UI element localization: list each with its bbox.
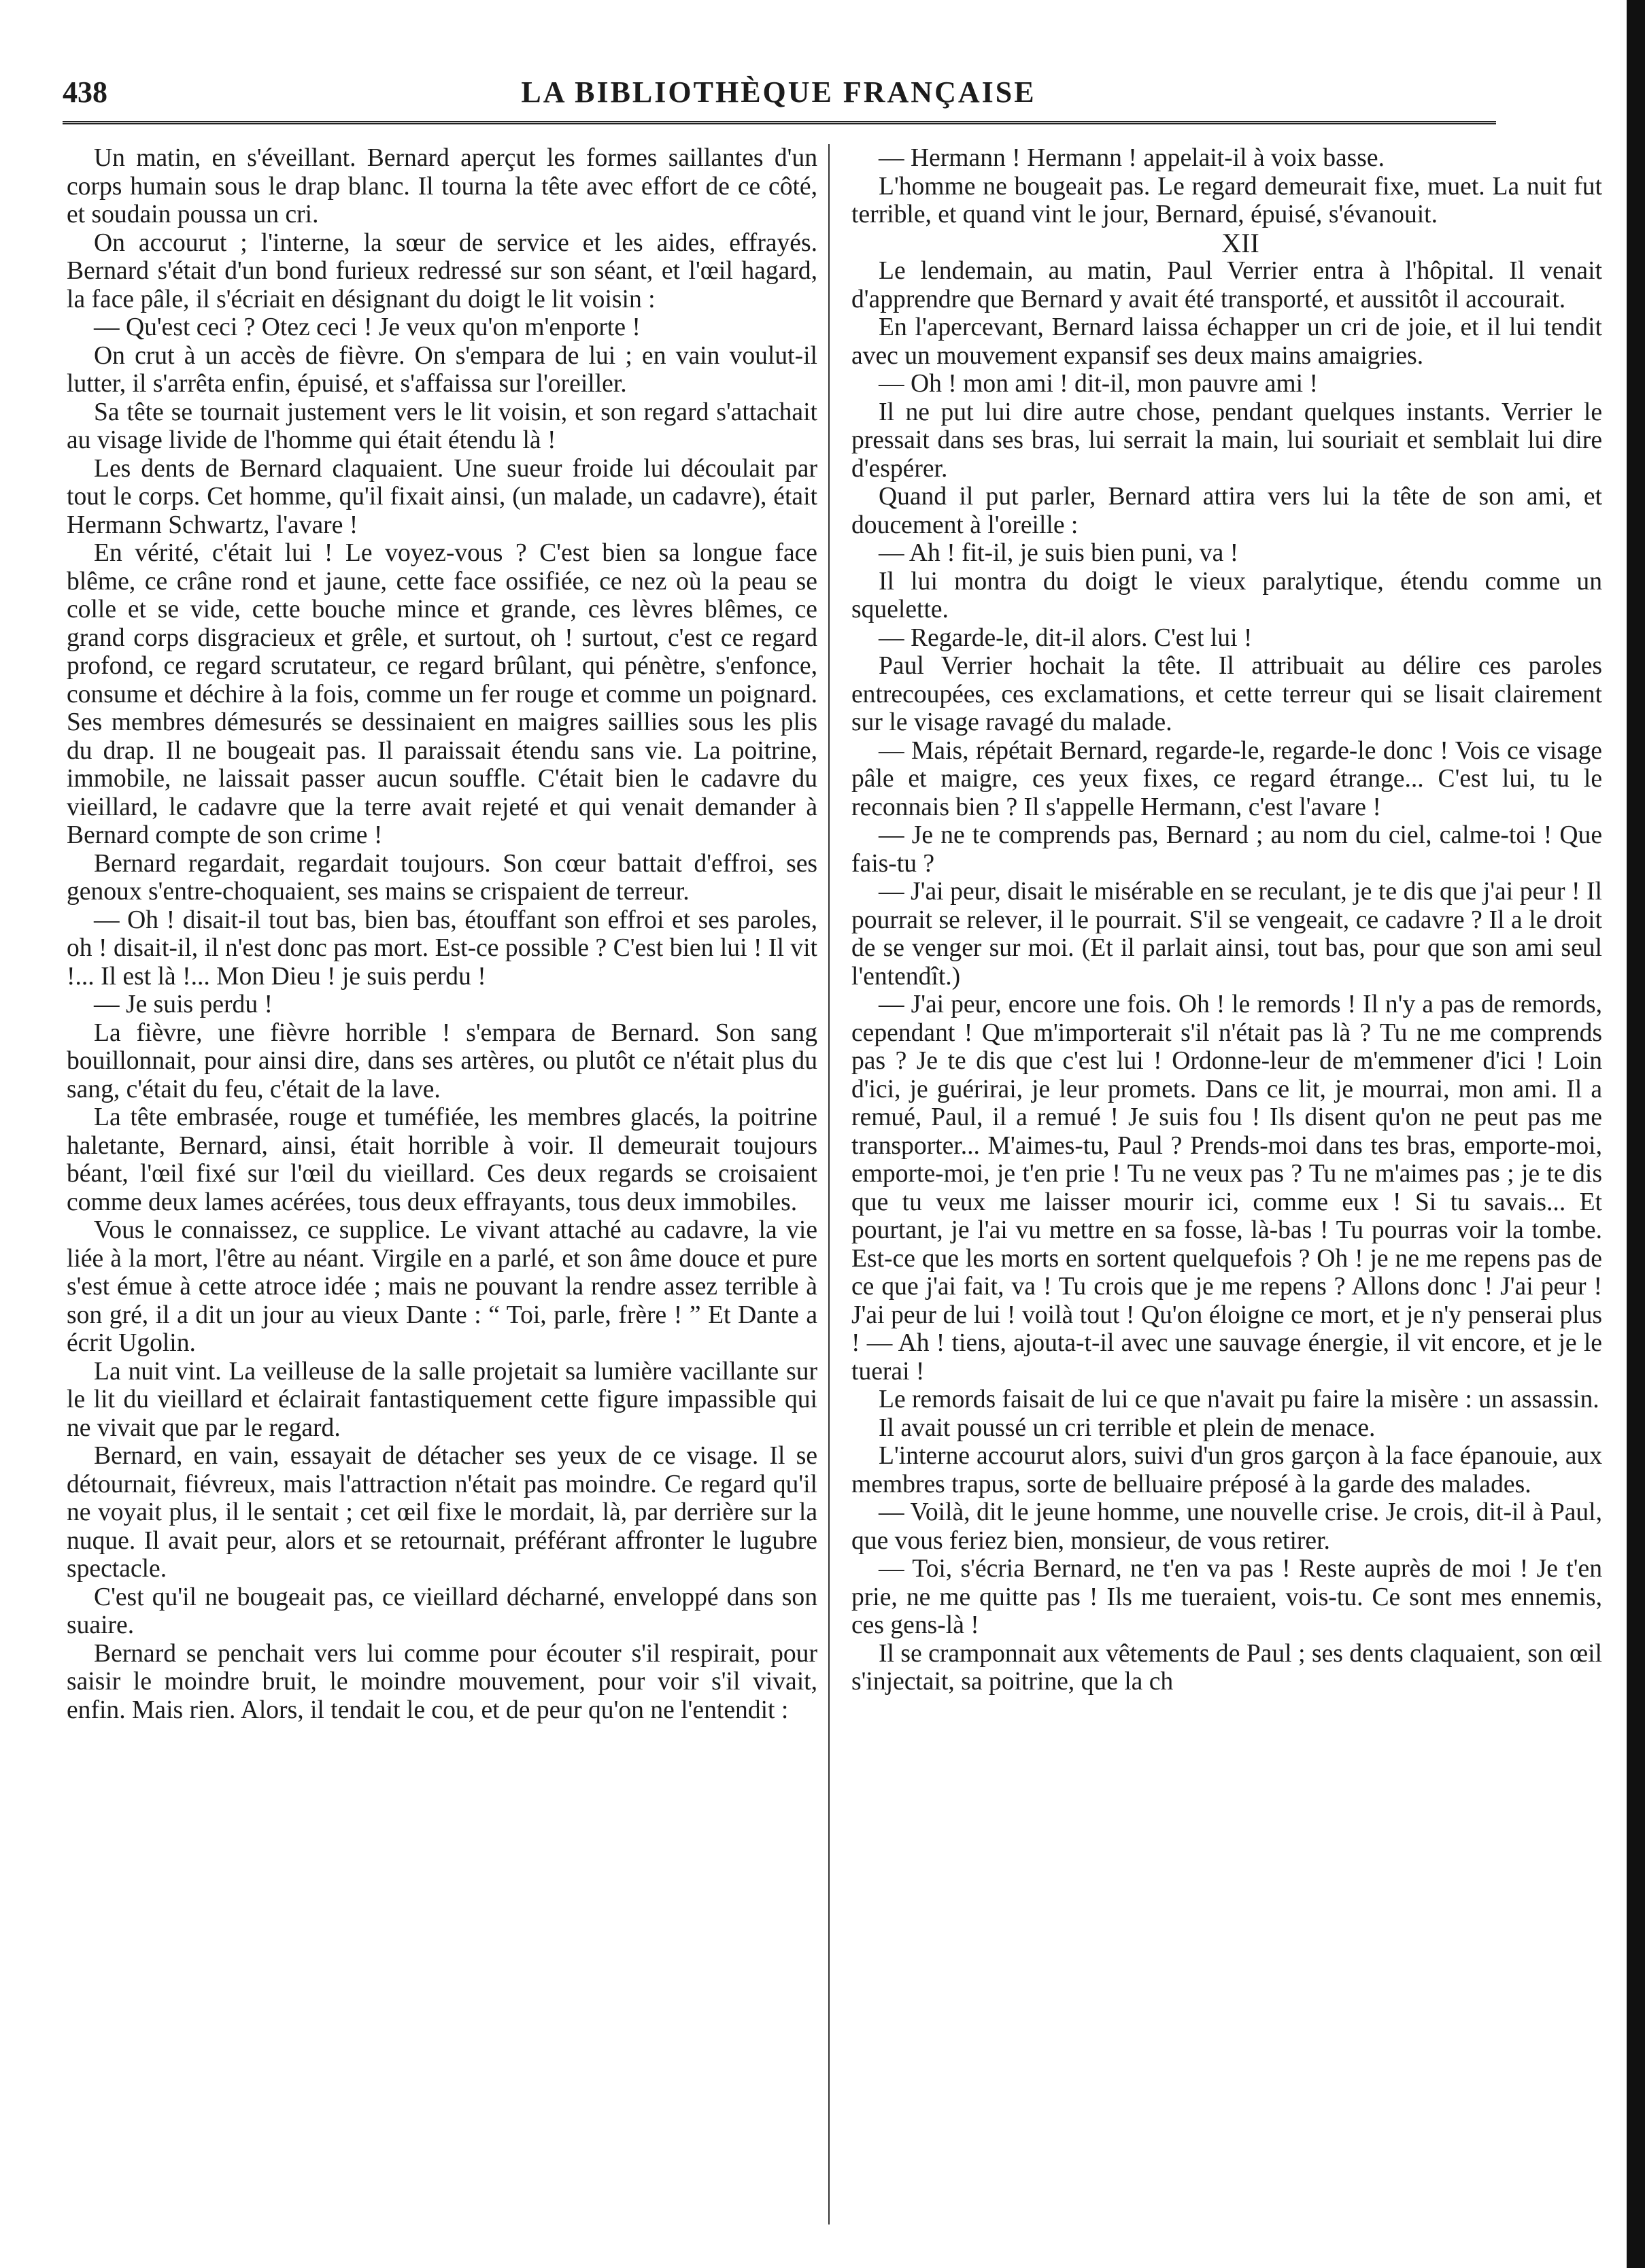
paragraph: Il se cramponnait aux vêtements de Paul ; ses dents claquaient, son œil s'injectait, sa poitrine, que la ch (851, 1639, 1602, 1696)
running-title: LA BIBLIOTHÈQUE FRANÇAISE (521, 75, 1036, 109)
paragraph: — Regarde-le, dit-il alors. C'est lui ! (879, 623, 1253, 652)
paragraph: — Je suis perdu ! (94, 991, 273, 1018)
header-rule (63, 121, 1496, 124)
page-edge (1627, 0, 1645, 2268)
paragraph: — Ah ! fit-il, je suis bien puni, va ! (879, 539, 1239, 567)
paragraph: La nuit vint. La veilleuse de la salle projetait sa lumière vacillante sur le lit du vieillard et éclairait fantastiquement cette figure impassible qui ne vivait que par le regard. (67, 1357, 817, 1442)
paragraph: — Oh ! disait-il tout bas, bien bas, étouffant son effroi et ses paroles, oh ! disait-il, il n'est donc pas mort. Est-ce possible ? C'est bien lui ! Il vit !... Il est là !... Mon Dieu ! je suis perdu ! (67, 906, 817, 991)
paragraph: L'interne accourut alors, suivi d'un gros garçon à la face épanouie, aux membres trapus, sorte de belluaire préposé à la garde des malades. (851, 1442, 1602, 1498)
paragraph: Vous le connaissez, ce supplice. Le vivant attaché au cadavre, la vie liée à la mort, l'être au néant. Virgile en a parlé, et son âme douce et pure s'est émue à cette atroce idée ; mais ne pouvant la rendre assez terrible à son gré, il a dit un jour au vieux Dante : “ Toi, parle, frère ! ” Et Dante a écrit Ugolin. (67, 1216, 817, 1357)
paragraph: — Je ne te comprends pas, Bernard ; au nom du ciel, calme-toi ! Que fais-tu ? (851, 821, 1602, 878)
paragraph: — J'ai peur, encore une fois. Oh ! le remords ! Il n'y a pas de remords, cependant ! Que m'importerait s'il n'était pas là ? Tu ne me comprends pas ? Je te dis que c'est lui ! Ordonne-leur de m'emmener d'ici ! Loin d'ici, je guérirai, je leur promets. Dans ce lit, je mourrai, mon ami. Il a remué, Paul, il a remué ! Je suis fou ! Ils disent qu'on ne peut pas me transporter... M'aimes-tu, Paul ? Prends-moi dans tes bras, emporte-moi, emporte-moi, je t'en prie ! Tu ne veux pas ? Tu ne m'aimes pas ; je te dis que tu veux me laisser mourir ici, comme eux ! Si tu savais... Et pourtant, je l'ai vu mettre en sa fosse, là-bas ! Tu pourras voir la tombe. Est-ce que les morts en sortent quelquefois ? Oh ! je ne me repens pas de ce que j'ai fait, va ! Tu crois que je me repens ? Allons donc ! J'ai peur ! J'ai peur de lui ! voilà tout ! Qu'on éloigne ce mort, et je n'y penserai plus ! — Ah ! tiens, ajouta-t-il avec une sauvage énergie, il vit encore, et je le tuerai ! (851, 991, 1602, 1386)
paragraph: Il ne put lui dire autre chose, pendant quelques instants. Verrier le pressait dans ses bras, lui serrait la main, lui souriait et semblait lui dire d'espérer. (851, 398, 1602, 483)
page-number: 438 (63, 75, 107, 109)
paragraph: — Voilà, dit le jeune homme, une nouvelle crise. Je crois, dit-il à Paul, que vous feriez bien, monsieur, de vous retirer. (851, 1498, 1602, 1555)
paragraph: On crut à un accès de fièvre. On s'empara de lui ; en vain voulut-il lutter, il s'arrêta enfin, épuisé, et s'affaissa sur l'oreiller. (67, 341, 817, 398)
paragraph: Quand il put parler, Bernard attira vers lui la tête de son ami, et doucement à l'oreille : (851, 483, 1602, 539)
paragraph: Il avait poussé un cri terrible et plein de menace. (879, 1413, 1376, 1442)
paragraph: — Toi, s'écria Bernard, ne t'en va pas ! Reste auprès de moi ! Je t'en prie, ne me quitte pas ! Ils me tueraient, vois-tu. Ce sont mes ennemis, ces gens-là ! (851, 1555, 1602, 1639)
paragraph: En l'apercevant, Bernard laissa échapper un cri de joie, et il lui tendit avec un mouvement expansif ses deux mains amaigries. (851, 313, 1602, 370)
paragraph: L'homme ne bougeait pas. Le regard demeurait fixe, muet. La nuit fut terrible, et quand vint le jour, Bernard, épuisé, s'évanouit. (851, 172, 1602, 228)
paragraph: Les dents de Bernard claquaient. Une sueur froide lui découlait par tout le corps. Cet homme, qu'il fixait ainsi, (un malade, un cadavre), était Hermann Schwartz, l'avare ! (67, 454, 817, 539)
left-column (67, 144, 817, 2238)
paragraph: — Hermann ! Hermann ! appelait-il à voix basse. (879, 144, 1385, 172)
paragraph: Paul Verrier hochait la tête. Il attribuait au délire ces paroles entrecoupées, ces exclamations, et cette terreur qui se lisait clairement sur le visage ravagé du malade. (851, 652, 1602, 736)
column-divider (828, 144, 830, 2224)
paragraph: La tête embrasée, rouge et tuméfiée, les membres glacés, la poitrine haletante, Bernard, ainsi, était horrible à voir. Il demeurait toujours béant, l'œil fixé sur l'œil du vieillard. Ces deux regards se croisaient comme deux lames acérées, tous deux effrayants, tous deux immobiles. (67, 1103, 817, 1216)
right-column (851, 144, 1602, 2238)
paragraph: Un matin, en s'éveillant. Bernard aperçut les formes saillantes d'un corps humain sous le drap blanc. Il tourna la tête avec effort de ce côté, et soudain poussa un cri. (67, 144, 817, 228)
paragraph: — Mais, répétait Bernard, regarde-le, regarde-le donc ! Vois ce visage pâle et maigre, ces yeux fixes, ce regard étrange... C'est lui, tu le reconnais bien ? Il s'appelle Hermann, c'est l'avare ! (851, 736, 1602, 821)
chapter-heading: XII (1221, 227, 1259, 258)
paragraph: La fièvre, une fièvre horrible ! s'empara de Bernard. Son sang bouillonnait, pour ainsi dire, dans ses artères, ou plutôt ce n'était plus du sang, c'était du feu, c'était de la lave. (67, 1018, 817, 1103)
paragraph: Bernard, en vain, essayait de détacher ses yeux de ce visage. Il se détournait, fiévreux, mais l'attraction n'était pas moindre. Ce regard qu'il ne voyait plus, il le sentait ; cet œil fixe le mordait, là, par derrière sur la nuque. Il avait peur, alors et se retournait, préférant affronter le lugubre spectacle. (67, 1442, 817, 1583)
paragraph: Il lui montra du doigt le vieux paralytique, étendu comme un squelette. (851, 567, 1602, 623)
paragraph: C'est qu'il ne bougeait pas, ce vieillard décharné, enveloppé dans son suaire. (67, 1583, 817, 1639)
paragraph: Sa tête se tournait justement vers le lit voisin, et son regard s'attachait au visage livide de l'homme qui était étendu là ! (67, 398, 817, 454)
paragraph: — Qu'est ceci ? Otez ceci ! Je veux qu'on m'enporte ! (94, 313, 641, 341)
paragraph: On accourut ; l'interne, la sœur de service et les aides, effrayés. Bernard s'était d'un bond furieux redressé sur son séant, et l'œil hagard, la face pâle, il s'écriait en désignant du doigt le lit voisin : (67, 228, 817, 313)
paragraph: — Oh ! mon ami ! dit-il, mon pauvre ami ! (879, 370, 1319, 398)
paragraph: Bernard regardait, regardait toujours. Son cœur battait d'effroi, ses genoux s'entre-choquaient, ses mains se crispaient de terreur. (67, 849, 817, 906)
paragraph: En vérité, c'était lui ! Le voyez-vous ? C'est bien sa longue face blême, ce crâne rond et jaune, cette face ossifiée, ce nez où la peau se colle et se vide, cette bouche mince et grande, ces lèvres blêmes, ce grand corps disgracieux et grêle, et surtout, oh ! surtout, c'est ce regard profond, ce regard scrutateur, ce regard brûlant, qui pénètre, s'enfonce, consume et déchire à la fois, comme un fer rouge et comme un poignard. Ses membres démesurés se dessinaient en maigres saillies sous les plis du drap. Il ne bougeait pas. Il paraissait étendu sans vie. La poitrine, immobile, ne laissait passer aucun souffle. C'était bien le cadavre du vieillard, le cadavre que la terre avait rejeté et qui venait demander à Bernard compte de son crime ! (67, 539, 817, 849)
page-header (41, 75, 1516, 116)
paragraph: Bernard se penchait vers lui comme pour écouter s'il respirait, pour saisir le moindre bruit, le moindre mouvement, pour voir s'il vivait, enfin. Mais rien. Alors, il tendait le cou, et de peur qu'on ne l'entendit : (67, 1639, 817, 1724)
paragraph: Le remords faisait de lui ce que n'avait pu faire la misère : un assassin. (879, 1386, 1599, 1413)
paragraph: Le lendemain, au matin, Paul Verrier entra à l'hôpital. Il venait d'apprendre que Bernard y avait été transporté, et aussitôt il accourait. (851, 257, 1602, 313)
paragraph: — J'ai peur, disait le misérable en se reculant, je te dis que j'ai peur ! Il pourrait se relever, il le pourrait. S'il se vengeait, ce cadavre ? Il a le droit de se venger sur moi. (Et il parlait ainsi, tout bas, pour que son ami seul l'entendît.) (851, 878, 1602, 991)
